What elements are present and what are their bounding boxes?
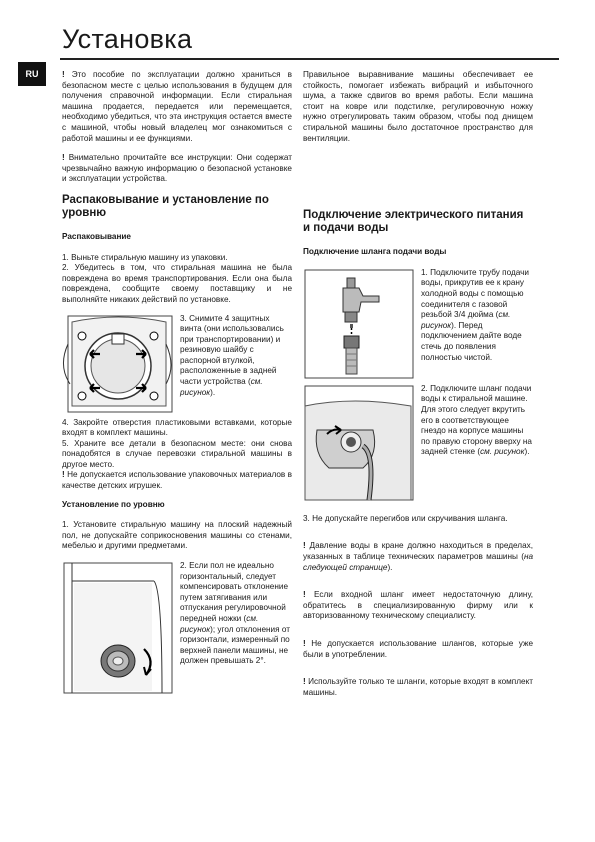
page-title: Установка [62, 24, 193, 54]
right-column [303, 70, 533, 707]
warning-supplied-hoses: ! Используйте только те шланги, которые входят в комплект машины. [303, 677, 533, 697]
level-continuation: Правильное выравнивание машины обеспечивает ее стойкость, помогает избежать вибраций и избыточного шума, а также сдвигов во время работы. Если машина стоит на ковре или подстилке, регулировочную ножку нужно отрегулировать таким образом, чтобы под днищем стиральной машины было достаточное пространство для вентиляции. [303, 70, 533, 143]
tap-connector-figure [303, 268, 415, 380]
section-heading-connect: Подключение электрического питания и подачи воды [303, 209, 524, 235]
subheading-hose: Подключение шланга подачи воды [303, 247, 447, 257]
adjustable-foot-figure [62, 561, 174, 695]
hose-step-1: 1. Подключите трубу подачи воды, прикрутив ее к крану холодной воды с помощью соединителя с газовой резьбой 3/4 дюйма (см. рисунок). Перед подключением дайте воде стечь до появления полностью чистой. [421, 267, 529, 362]
title-rule [60, 58, 559, 60]
warning-hose-length: ! Если входной шланг имеет недостаточную длину, обратитесь в специализированную фирму или к авторизованному техническому специалисту. [303, 590, 533, 621]
subheading-unpack: Распаковывание [62, 231, 131, 241]
subheading-level: Установление по уровню [62, 499, 165, 509]
level-step-2: 2. Если пол не идеально горизонтальный, следует компенсировать отклонение путем затягивания или отпускания регулировочной передней ножки (см. рисунок); угол отклонения от горизонтали, измеренный по верхней панели машины, не должен превышать 2°. [180, 561, 290, 666]
warning-pressure: ! Давление воды в кране должно находиться в пределах, указанных в таблице технических параметров машины (на следующей странице). [303, 541, 533, 572]
machine-inlet-figure [303, 384, 415, 502]
intro-paragraph-1: ! Это пособие по эксплуатации должно храниться в безопасном месте с целью использования в будущем для получения справочной информации. Если стиральная машина продается, передается или перемещается, необходимо убедиться, что эта инструкция остается вместе с машиной, чтобы новый владелец мог ознакомиться с работой машины и ее функциями. [62, 70, 292, 143]
left-column [62, 70, 292, 699]
language-badge: RU [18, 62, 46, 86]
unpack-step-1: 1. Выньте стиральную машину из упаковки. [62, 252, 228, 262]
unpack-step-4: 4. Закройте отверстия пластиковыми вставками, которые входят в комплект машины. [62, 417, 292, 438]
hose-step-2: 2. Подключите шланг подачи воды к стиральной машине. Для этого следует вкрутить его в соответствующее гнездо на корпусе машины по правую сторону вверху на задней стенке (см. рисунок). [421, 383, 532, 457]
unpack-warning: ! Не допускается использование упаковочных материалов в качестве детских игрушек. [62, 470, 292, 491]
warning-used-hoses: ! Не допускается использование шлангов, которые уже были в употреблении. [303, 638, 533, 659]
hose-step-3: 3. Не допускайте перегибов или скручивания шланга. [303, 513, 508, 523]
unpack-step-2: 2. Убедитесь в том, что стиральная машина не была повреждена во время транспортирования. Если она была повреждена, сообщите своему поставщику и не выполняйте никаких действий по установке. [62, 263, 292, 304]
level-step-1: 1. Установите стиральную машину на плоский надежный пол, не допускайте соприкосновения машины со стенами, мебелью и другими предметами. [62, 520, 292, 551]
rear-screws-figure [62, 314, 174, 414]
intro-paragraph-2: ! Внимательно прочитайте все инструкции: Они содержат чрезвычайно важную информацию о безопасной установке и эксплуатации устройства. [62, 153, 292, 184]
unpack-step-5: 5. Храните все детали в безопасном месте: они снова понадобятся в случае перевозки стиральной машины в другое место. [62, 438, 292, 469]
unpack-step-3: 3. Снимите 4 защитных винта (они использовались при транспортировании) и резиновую шайбу с распорной втулкой, расположенные в задней части устройства (см. рисунок). [180, 313, 284, 397]
section-heading-unpack: Распаковывание и установление по уровню [62, 193, 269, 219]
